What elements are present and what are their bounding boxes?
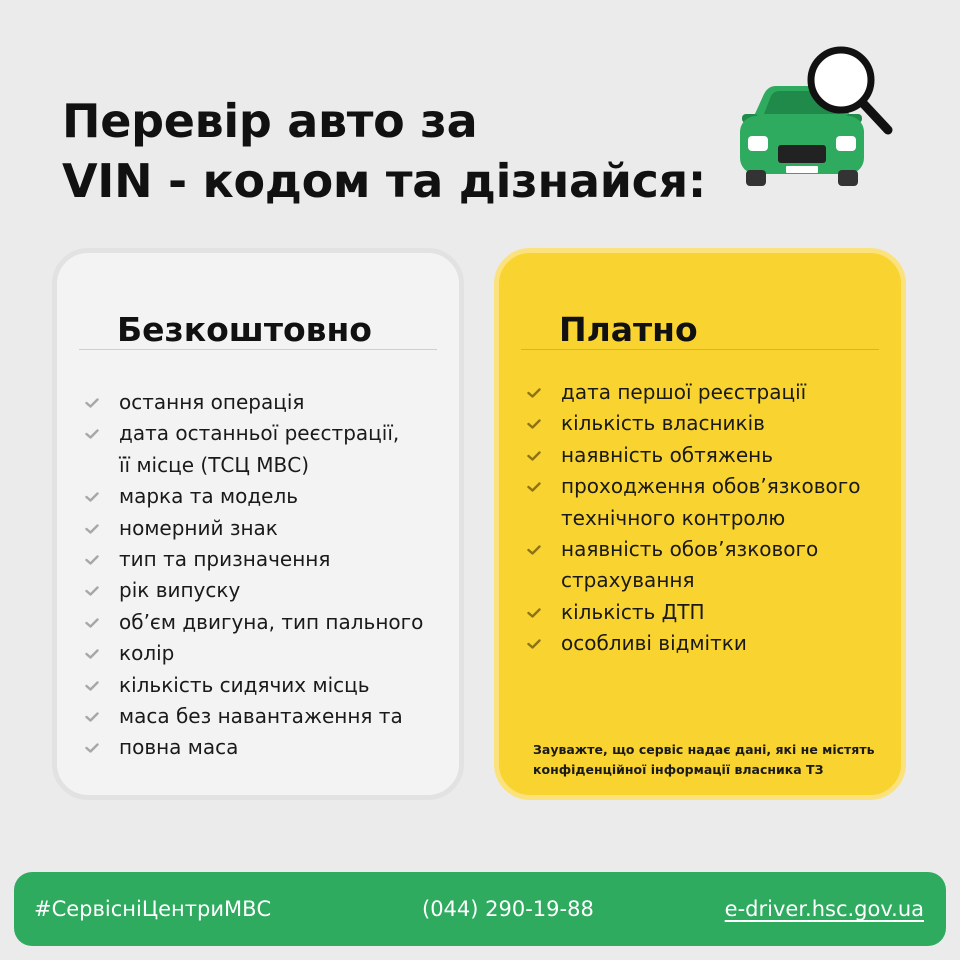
- paid-check-item-text: страхування: [561, 568, 695, 593]
- free-check-item-text: колір: [119, 641, 175, 666]
- paid-checks-card: [494, 248, 906, 800]
- checkmark-icon: [85, 555, 99, 565]
- free-check-item: [83, 544, 423, 575]
- checkmark-icon: [527, 388, 541, 398]
- free-check-item: [83, 481, 423, 512]
- free-check-item-text: кількість сидячих місць: [119, 672, 370, 697]
- paid-check-item: [525, 534, 860, 597]
- checkmark-icon: [527, 545, 541, 555]
- free-check-item-text: номерний знак: [119, 515, 278, 540]
- free-check-item: [83, 701, 423, 732]
- title-line-1: Перевір авто за: [62, 93, 478, 148]
- checkmark-icon: [527, 608, 541, 618]
- footer-website-link[interactable]: e-driver.hsc.gov.ua: [724, 897, 924, 921]
- free-check-item-text: остання операція: [119, 390, 305, 414]
- footer-hashtag: #СервісніЦентриМВС: [34, 897, 272, 921]
- free-check-item: [83, 418, 423, 481]
- paid-check-item: [525, 597, 860, 628]
- car-search-illustration: [728, 44, 908, 194]
- free-check-item-text: маса без навантаження та: [119, 704, 403, 729]
- free-check-item: [83, 513, 423, 544]
- footer-phone: (044) 290-19-88: [422, 897, 594, 921]
- free-check-item-text: об’єм двигуна, тип пального: [119, 609, 424, 634]
- privacy-note-line-2: конфіденційної інформації власника ТЗ: [533, 761, 824, 777]
- free-check-item: [83, 575, 423, 606]
- privacy-note: [533, 740, 893, 780]
- paid-check-item: [525, 471, 860, 534]
- free-checks-card: [52, 248, 464, 800]
- checkmark-icon: [85, 492, 99, 502]
- paid-check-item: [525, 377, 860, 408]
- paid-check-item-text: кількість власників: [561, 411, 765, 436]
- paid-check-item-text: дата першої реєстрації: [561, 380, 807, 404]
- paid-card-heading: Платно: [559, 310, 698, 350]
- paid-check-item-text: проходження обов’язкового: [561, 474, 861, 499]
- paid-checks-list: [525, 377, 860, 660]
- free-card-divider: [79, 349, 437, 350]
- free-check-item-text: повна маса: [119, 735, 239, 760]
- free-check-item-text: її місце (ТСЦ МВС): [119, 452, 309, 477]
- privacy-note-line-1: Зауважте, що сервіс надає дані, які не містять: [533, 741, 875, 757]
- free-check-item: [83, 670, 423, 701]
- free-check-item: [83, 638, 423, 669]
- checkmark-icon: [85, 524, 99, 534]
- free-check-item: [83, 387, 423, 418]
- checkmark-icon: [85, 586, 99, 596]
- paid-check-item-text: наявність обтяжень: [561, 442, 774, 467]
- checkmark-icon: [85, 429, 99, 439]
- checkmark-icon: [527, 451, 541, 461]
- checkmark-icon: [85, 712, 99, 722]
- free-checks-list: [83, 387, 423, 764]
- checkmark-icon: [85, 398, 99, 408]
- checkmark-icon: [527, 419, 541, 429]
- free-card-heading: Безкоштовно: [117, 310, 372, 350]
- checkmark-icon: [527, 482, 541, 492]
- free-check-item-text: марка та модель: [119, 484, 299, 509]
- paid-check-item-text: наявність обов’язкового: [561, 537, 819, 562]
- paid-check-item: [525, 628, 860, 659]
- free-check-item-text: дата останньої реєстрації,: [119, 421, 400, 446]
- paid-check-item-text: технічного контролю: [561, 505, 786, 530]
- free-check-item-text: тип та призначення: [119, 547, 331, 572]
- checkmark-icon: [527, 639, 541, 649]
- page-title: [62, 91, 722, 211]
- checkmark-icon: [85, 743, 99, 753]
- paid-check-item: [525, 440, 860, 471]
- checkmark-icon: [85, 681, 99, 691]
- free-check-item: [83, 607, 423, 638]
- paid-check-item-text: кількість ДТП: [561, 599, 705, 624]
- title-line-2: VIN - кодом та дізнайся:: [62, 153, 706, 208]
- checkmark-icon: [85, 618, 99, 628]
- paid-card-divider: [521, 349, 879, 350]
- paid-check-item-text: особливі відмітки: [561, 631, 747, 656]
- footer-bar: [14, 872, 946, 946]
- free-check-item-text: рік випуску: [119, 578, 241, 603]
- paid-check-item: [525, 408, 860, 439]
- free-check-item: [83, 732, 423, 763]
- checkmark-icon: [85, 649, 99, 659]
